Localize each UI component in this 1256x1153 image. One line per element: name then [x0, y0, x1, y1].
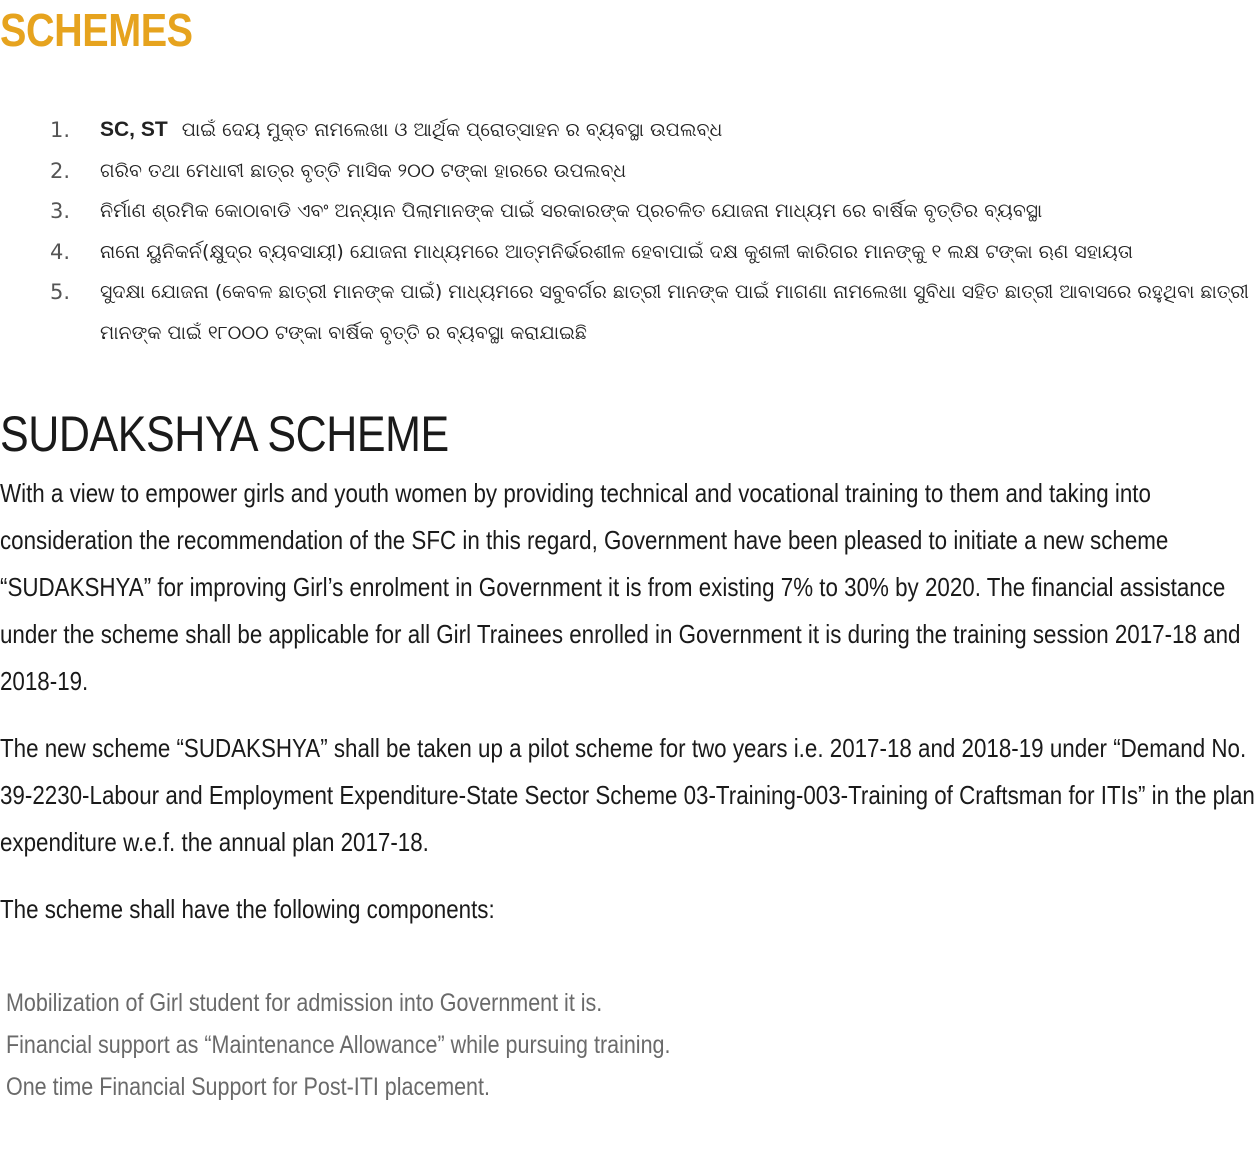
list-number: 5.: [50, 280, 71, 304]
components-intro: The scheme shall have the following components:: [0, 894, 495, 924]
list-number: 4.: [50, 239, 71, 264]
component-item: One time Financial Support for Post-ITI placement.: [6, 1073, 490, 1101]
scheme-item-3: [0, 191, 1256, 232]
component-item: Financial support as “Maintenance Allowance” while pursuing training.: [6, 1031, 671, 1059]
sudakshya-paragraph-1: With a view to empower girls and youth women by providing technical and vocational training to them and taking into consideration the recommendation of the SFC in this regard, Government have been pleased to initiate a new scheme “SUDAKSHYA” for improving Girl’s enrolment in Government it is from existing 7% to 30% by 2020. The financial assistance under the scheme shall be applicable for all Girl Trainees enrolled in Government it is during the training session 2017-18 and 2018-19.: [0, 478, 1241, 696]
scheme-item-text: ପାଇଁ ଦେୟ ମୁକ୍ତ ନାମଲେଖା ଓ ଆର୍ଥିକ ପ୍ରୋତ୍ସାହନ ର ବ୍ୟବସ୍ଥା ଉପଲବ୍ଧ: [181, 119, 723, 141]
scheme-item-2: [0, 151, 1256, 192]
scheme-item-1: [0, 110, 1256, 151]
list-number: 1.: [50, 118, 71, 142]
list-number: 2.: [50, 158, 71, 183]
sudakshya-body: [0, 470, 1256, 953]
component-item: Mobilization of Girl student for admission into Government it is.: [6, 989, 603, 1017]
components-list: [6, 982, 866, 1108]
sudakshya-heading: SUDAKSHYA SCHEME: [0, 406, 449, 462]
scheme-item-text: ନିର୍ମାଣ ଶ୍ରମିକ କୋଠାବାଡି ଏବଂ ଅନ୍ୟାନ ପିଲାମାନଙ୍କ ପାଇଁ ସରକାରଙ୍କ ପ୍ରଚଳିତ ଯୋଜନା ମାଧ୍ୟମ ରେ ବାର୍ଷିକ ବୃତ୍ତିର ବ୍ୟବସ୍ଥା: [100, 200, 1043, 222]
schemes-heading: SCHEMES: [0, 4, 193, 56]
scheme-item-5: [0, 272, 1256, 354]
scheme-item-text: ସୁଦକ୍ଷା ଯୋଜନା (କେବଳ ଛାତ୍ରୀ ମାନଙ୍କ ପାଇଁ) ମାଧ୍ୟମରେ ସବୁବର୍ଗର ଛାତ୍ରୀ ମାନଙ୍କ ପାଇଁ ମାଗଣା ନାମଲେଖା ସୁବିଧା ସହିତ ଛାତ୍ରୀ ଆବାସରେ ରହୁଥିବା ଛାତ୍ରୀ ମାନଙ୍କ ପାଇଁ ୧୮୦୦୦ ଟଙ୍କା ବାର୍ଷିକ ବୃତ୍ତି ର ବ୍ୟବସ୍ଥା କରାଯାଇଛି: [100, 281, 1249, 344]
scheme-item-bold-label: SC, ST: [100, 118, 168, 141]
scheme-item-text: ନାନୋ ୟୁନିକର୍ନ(କ୍ଷୁଦ୍ର ବ୍ୟବସାୟୀ) ଯୋଜନା ମାଧ୍ୟମରେ ଆତ୍ମନିର୍ଭରଶୀଳ ହେବାପାଇଁ ଦକ୍ଷ କୁଶଳୀ କାରିଗର ମାନଙ୍କୁ ୧ ଲକ୍ଷ ଟଙ୍କା ଋଣ ସହାୟତା: [100, 240, 1133, 263]
scheme-item-4: [0, 232, 1256, 273]
scheme-item-text: ଗରିବ ତଥା ମେଧାବୀ ଛାତ୍ର ବୃତ୍ତି ମାସିକ ୨୦୦ ଟଙ୍କା ହାରରେ ଉପଲବ୍ଧ: [100, 159, 627, 182]
sudakshya-paragraph-2: The new scheme “SUDAKSHYA” shall be taken up a pilot scheme for two years i.e. 2017-18 and 2018-19 under “Demand No. 39-2230-Labour and Employment Expenditure-State Sector Scheme 03-Training-003-Training of Craftsman for ITIs” in the plan expenditure w.e.f. the annual plan 2017-18.: [0, 733, 1255, 857]
schemes-list: [0, 110, 1256, 354]
list-number: 3.: [50, 199, 71, 223]
